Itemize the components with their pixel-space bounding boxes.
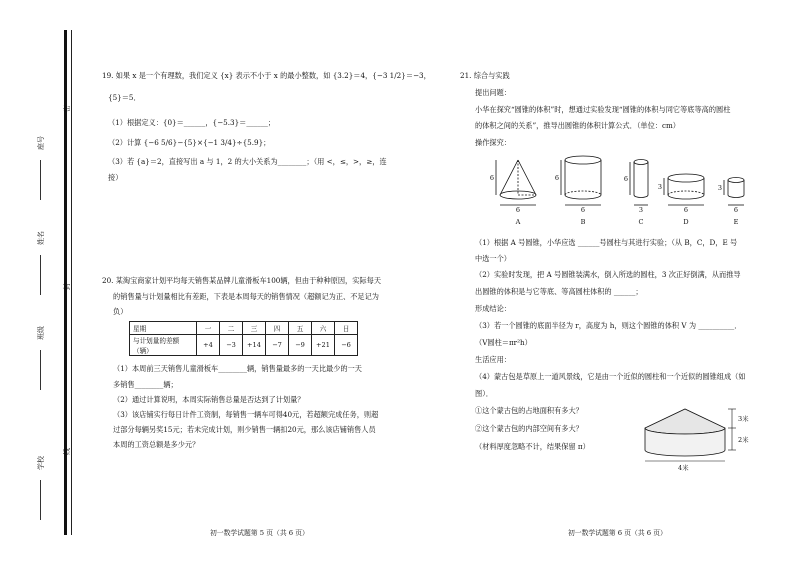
label-xuexiao: 学校 [37,456,45,470]
table-header-cell: 二 [220,322,243,335]
q19-part1: （1）根据定义：{0}＝______，{−5.3}＝______； [108,118,276,127]
q19-part3: （3）若 {a}＝2，直接写出 a 与 1，2 的大小关系为________；（用 <，≤，>，≥，连 [108,157,387,166]
dim-d-base: 6 [683,206,689,214]
q20-line2: 的销售量与计划量相比有差距，下表是本周每天的销售情况（超额记为正、不足记为 [113,292,379,301]
q20-part3c: 本周的工资总额是多少元？ [113,440,200,449]
table-cell: +14 [243,335,266,356]
label-banji: 班级 [37,326,45,340]
yurt-dim-top: 3米 [738,415,749,423]
table-header-cell: 星期 [130,322,197,335]
q20-part3b: 过部分每辆另奖15元；若未完成计划，则少销售一辆扣20元，那么该店铺销售人员 [113,425,376,434]
line-banji [40,350,41,390]
table-header-cell: 四 [266,322,289,335]
cylinder-e-shape [728,178,744,198]
line-xingming [40,255,41,295]
q19-line1: 19. 如果 x 是一个有理数，我们定义 {x} 表示不小于 x 的最小整数，如 {3.2}＝4，{−3 1/2}＝−3， [102,71,431,80]
q21-heading-application: 生活应用： [475,355,511,364]
label-xingming: 姓名 [37,231,45,245]
table-row [130,335,358,356]
label-zuohao: 座号 [37,136,45,150]
q20-part1b: 多销售________辆； [113,380,178,389]
q21-part2a: （2）实验时发现，把 A 号圆锥装满水，倒入所选的圆柱，3 次正好倒满，从而推导 [475,270,741,279]
dim-b-height: 6 [554,174,560,182]
dim-a-base: 6 [515,206,521,214]
q21-text1: 小华在探究“圆锥的体积”时，想通过实验发现“圆锥的体积与同它等底等高的圆柱 [475,105,731,114]
table-header-cell: 一 [197,322,220,335]
q21-heading-explore: 操作探究： [475,138,511,147]
table-cell: −7 [266,335,289,356]
yurt-figure [640,405,760,475]
table-cell: −3 [220,335,243,356]
letter-a: A [515,218,521,226]
label-feng: 封 [63,283,71,290]
dim-c-base: 3 [638,206,644,214]
q21-part1a: （1）根据 A 号圆锥，小华应选 ______号圆柱与其进行实验；（从 B，C，D，E 号 [475,238,738,247]
q20-part3a: （3）该店铺实行每日计件工资制，每销售一辆车可得40元，若超额完成任务，则超 [113,410,379,419]
cylinder-c-shape [634,160,648,198]
yurt-roof-shape [645,409,725,434]
cylinder-d-shape [668,174,704,199]
q21-part4e: （材料厚度忽略不计，结果保留 π） [475,442,590,451]
cone-a-shape [500,160,536,199]
yurt-dim-bottom: 4米 [678,464,689,472]
q21-title: 21. 综合与实践 [460,71,510,80]
table-cell: −6 [335,335,358,356]
q19-line2: {5}＝5． [108,93,141,102]
dim-d-height: 3 [657,183,663,191]
table-header-cell: 三 [243,322,266,335]
label-xian: 线 [63,448,71,455]
q19-part2: （2）计算 {−6 5/6}−{5}×{−1 3/4}÷{5.9}； [108,138,271,147]
q21-heading-conclusion: 形成结论： [475,304,511,313]
q21-part4c: ①这个蒙古包的占地面积有多大？ [475,406,583,415]
dim-c-height: 6 [623,175,629,183]
letter-e: E [733,218,739,226]
q20-line1: 20. 某淘宝商家计划平均每天销售某品牌儿童滑板车100辆，但由于种种原因，实际每天 [102,276,382,285]
dim-e-base: 6 [733,206,739,214]
label-mi: 密 [63,105,71,112]
table-cell: +4 [197,335,220,356]
table-header-row [130,322,358,335]
table-cell: +21 [312,335,335,356]
yurt-dim-side: 2米 [738,436,749,444]
footer-left: 初一数学试题第 5 页（共 6 页） [210,529,309,537]
q21-part4d: ②这个蒙古包的内部空间有多大？ [475,424,583,433]
table-header-cell: 五 [289,322,312,335]
q21-part1b: 中选一个） [475,254,511,263]
q20-part2: （2）通过计算说明，本周实际销售总量是否达到了计划量？ [113,395,305,404]
letter-b: B [580,218,586,226]
table-row-label: 与计划量的差额（辆） [130,335,197,356]
sales-table [129,321,358,356]
q20-part1a: （1）本周前三天销售儿童滑板车________辆，销售量最多的一天比最少的一天 [113,364,362,373]
q21-part3a: （3）若一个圆锥的底面半径为 r，高度为 h，则这个圆锥的体积 V 为 __________． [475,321,742,330]
q21-heading-raise: 提出问题： [475,88,511,97]
cylinder-b-shape [565,156,601,199]
letter-c: C [638,218,644,226]
q21-part4a: （4）蒙古包是草原上一道风景线，它是由一个近似的圆柱和一个近似的圆锥组成（如 [475,372,746,381]
q21-text2: 的体积之间的关系”，推导出圆锥的体积计算公式．（单位：cm） [475,121,680,130]
q21-part3b: （V圆柱＝πr²h） [475,338,532,347]
table-cell: −9 [289,335,312,356]
dim-e-height: 3 [717,184,723,192]
line-xuexiao [40,480,41,520]
dim-b-base: 6 [580,206,586,214]
table-header-cell: 日 [335,322,358,335]
dim-a-height: 6 [489,174,495,182]
line-zuohao [40,160,41,200]
footer-right: 初一数学试题第 6 页（共 6 页） [568,529,667,537]
q21-part4b: 图）． [475,389,493,398]
letter-d: D [683,218,689,226]
solids-figure [478,150,768,230]
q19-part3b: 接） [108,173,123,182]
q20-line3: 负） [113,307,128,316]
q21-part2b: 出圆锥的体积是与它等底、等高圆柱体积的 ______； [475,287,643,296]
table-header-cell: 六 [312,322,335,335]
